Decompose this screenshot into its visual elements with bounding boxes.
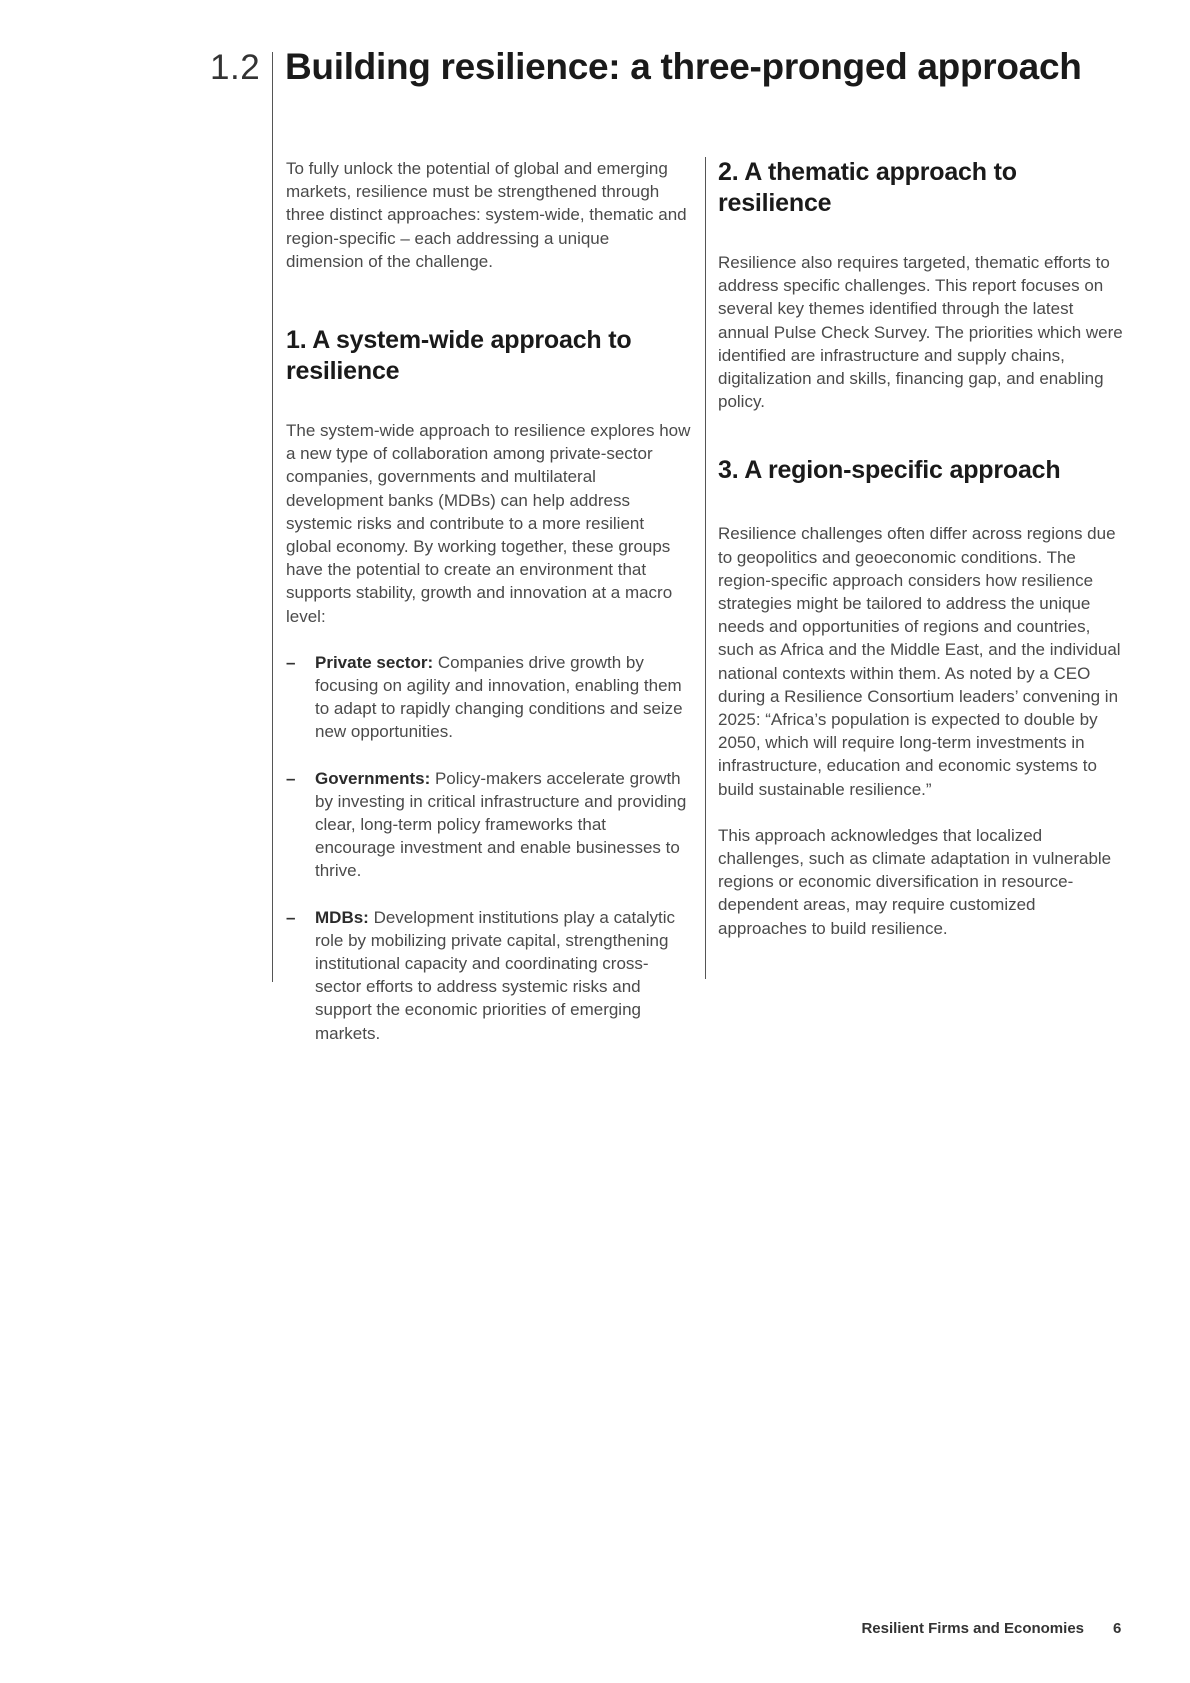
thematic-paragraph: Resilience also requires targeted, thematic efforts to address specific challenges. This report focuses on several key themes identified through the latest annual Pulse Check Survey. The priorities which were identified are infrastructure and supply chains, digitalization and skills, financing gap, and enabling policy. xyxy=(718,253,1123,412)
bullet-dash: – xyxy=(286,907,296,927)
bullet-text: Development institutions play a catalytic role by mobilizing private capital, strengthening institutional capacity and coordinating cross-sector efforts to address systemic risks and support the economic priorities of emerging markets. xyxy=(315,907,675,1043)
bullet-label: MDBs: xyxy=(315,907,369,927)
bullet-label: Private sector: xyxy=(315,652,434,672)
intro-paragraph: To fully unlock the potential of global and emerging markets, resilience must be strengthened through three distinct approaches: system-wide, thematic and region-specific – each addressing a unique dimension of the challenge. xyxy=(286,159,687,271)
left-column xyxy=(286,157,691,1045)
list-item xyxy=(286,651,691,744)
bullet-text: Policy-makers accelerate growth by investing in critical infrastructure and providing clear, long-term policy frameworks that encourage investment and enable businesses to thrive. xyxy=(315,768,687,881)
list-item xyxy=(286,906,691,1045)
stakeholder-list xyxy=(286,651,691,1045)
list-item xyxy=(286,767,691,883)
section-number: 1.2 xyxy=(210,48,261,87)
bullet-text: Companies drive growth by focusing on agility and innovation, enabling them to adapt to rapidly changing conditions and seize new opportunities. xyxy=(315,652,683,742)
localized-challenges-paragraph: This approach acknowledges that localized challenges, such as climate adaptation in vulnerable regions or economic diversification in resource-dependent areas, may require customized approaches to build resilience. xyxy=(718,825,1112,938)
column-divider xyxy=(705,157,706,979)
system-wide-paragraph: The system-wide approach to resilience explores how a new type of collaboration among private-sector companies, governments and multilateral development banks (MDBs) can help address systemic risks and contribute to a more resilient global economy. By working together, these groups have the potential to create an environment that supports stability, growth and innovation at a macro level: xyxy=(286,421,691,626)
bullet-dash: – xyxy=(286,768,296,788)
system-wide-heading: 1. A system-wide approach to resilience xyxy=(286,326,632,386)
region-specific-heading: 3. A region-specific approach xyxy=(718,456,1061,485)
region-specific-paragraph: Resilience challenges often differ across regions due to geopolitics and geoeconomic conditions. The region-specific approach considers how resilience strategies might be tailored to address the unique needs and opportunities of regions and countries, such as Africa and the Middle East, and the individual national contexts within them. As noted by a CEO during a Resilience Consortium leaders’ convening in 2025: “Africa’s population is expected to double by 2050, which will require long-term investments in infrastructure, education and economic systems to build sustainable resilience.” xyxy=(718,524,1121,799)
section-divider xyxy=(272,52,273,982)
bullet-dash: – xyxy=(286,652,296,672)
page-number: 6 xyxy=(1113,1620,1122,1637)
right-column xyxy=(718,157,1128,940)
thematic-heading: 2. A thematic approach to resilience xyxy=(718,158,1017,217)
bullet-label: Governments: xyxy=(315,768,431,788)
page-title: Building resilience: a three-pronged approach xyxy=(285,46,1082,87)
footer-label: Resilient Firms and Economies xyxy=(861,1620,1084,1637)
